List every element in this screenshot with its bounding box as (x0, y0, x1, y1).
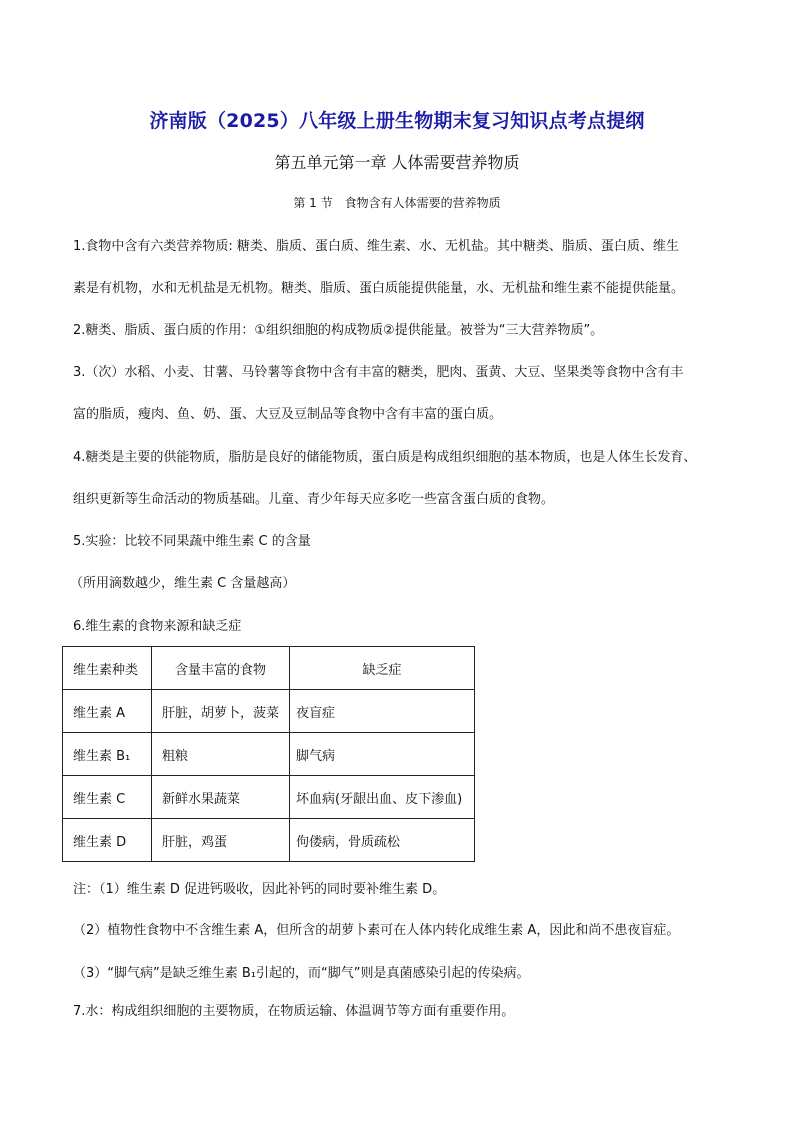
paragraph-line: 组织更新等生命活动的物质基础。儿童、青少年每天应多吃一些富含蛋白质的食物。 (73, 492, 555, 507)
table-header-row (63, 647, 475, 690)
paragraph-3 (73, 352, 733, 436)
paragraph-line: （所用滴数越少，维生素 C 含量越高） (70, 576, 296, 591)
paragraph-line: 5.实验：比较不同果蔬中维生素 C 的含量 (73, 534, 311, 549)
paragraph-6 (73, 606, 733, 648)
table-row (63, 690, 475, 733)
table-cell: 肝脏，鸡蛋 (152, 819, 290, 862)
table-cell: 维生素 B₁ (63, 733, 152, 776)
chapter-title: 第五单元第一章 人体需要营养物质 (274, 153, 520, 172)
table-header-cell: 维生素种类 (63, 647, 152, 690)
paragraph-line: 2.糖类、脂质、蛋白质的作用：①组织细胞的构成物质②提供能量。被誉为“三大营养物质”。 (73, 323, 604, 338)
table-cell: 脚气病 (290, 733, 475, 776)
paragraph-line: 素是有机物，水和无机盐是无机物。糖类、脂质、蛋白质能提供能量，水、无机盐和维生素不能提供能量。 (73, 281, 685, 296)
paragraph-line: 富的脂质，瘦肉、鱼、奶、蛋、大豆及豆制品等食物中含有丰富的蛋白质。 (73, 407, 503, 422)
paragraph-line: 6.维生素的食物来源和缺乏症 (73, 619, 242, 634)
paragraph-4 (73, 437, 733, 521)
paragraph-1 (73, 226, 733, 310)
section-title: 第 1 节 食物含有人体需要的营养物质 (293, 196, 501, 210)
table-cell: 坏血病(牙龈出血、皮下渗血) (290, 776, 475, 819)
table-row (63, 733, 475, 776)
note-2: （2）植物性食物中不含维生素 A，但所含的胡萝卜素可在人体内转化成维生素 A，因此和尚不患夜盲症。 (73, 923, 680, 938)
paragraph-5-note (70, 563, 730, 605)
table-cell: 粗粮 (152, 733, 290, 776)
table-cell: 维生素 C (63, 776, 152, 819)
table-row (63, 819, 475, 862)
document-title: 济南版（2025）八年级上册生物期末复习知识点考点提纲 (149, 110, 645, 132)
paragraph-line: 1.食物中含有六类营养物质: 糖类、脂质、蛋白质、维生素、水、无机盐。其中糖类、脂质、蛋白质、维生 (73, 239, 679, 254)
note-1: 注：（1）维生素 D 促进钙吸收，因此补钙的同时要补维生素 D。 (73, 882, 446, 897)
table-header-cell: 含量丰富的食物 (152, 647, 290, 690)
table-cell: 夜盲症 (290, 690, 475, 733)
table-cell: 新鲜水果蔬菜 (152, 776, 290, 819)
table-cell: 维生素 A (63, 690, 152, 733)
paragraph-line: 7.水：构成组织细胞的主要物质，在物质运输、体温调节等方面有重要作用。 (73, 1004, 515, 1019)
paragraph-line: 3.（次）水稻、小麦、甘薯、马铃薯等食物中含有丰富的糖类，肥肉、蛋黄、大豆、坚果类等食物中含有丰 (73, 365, 684, 380)
paragraph-7 (73, 991, 733, 1033)
table-cell: 维生素 D (63, 819, 152, 862)
table-header-cell: 缺乏症 (290, 647, 475, 690)
vitamin-table (62, 646, 475, 862)
paragraph-2 (73, 310, 733, 352)
table-row (63, 776, 475, 819)
paragraph-5 (73, 521, 733, 563)
table-cell: 肝脏，胡萝卜，菠菜 (152, 690, 290, 733)
table-cell: 佝偻病，骨质疏松 (290, 819, 475, 862)
note-3: （3）“脚气病”是缺乏维生素 B₁引起的，而“脚气”则是真菌感染引起的传染病。 (73, 966, 530, 981)
paragraph-line: 4.糖类是主要的供能物质，脂肪是良好的储能物质，蛋白质是构成组织细胞的基本物质，也是人体生长发育、 (73, 450, 697, 465)
